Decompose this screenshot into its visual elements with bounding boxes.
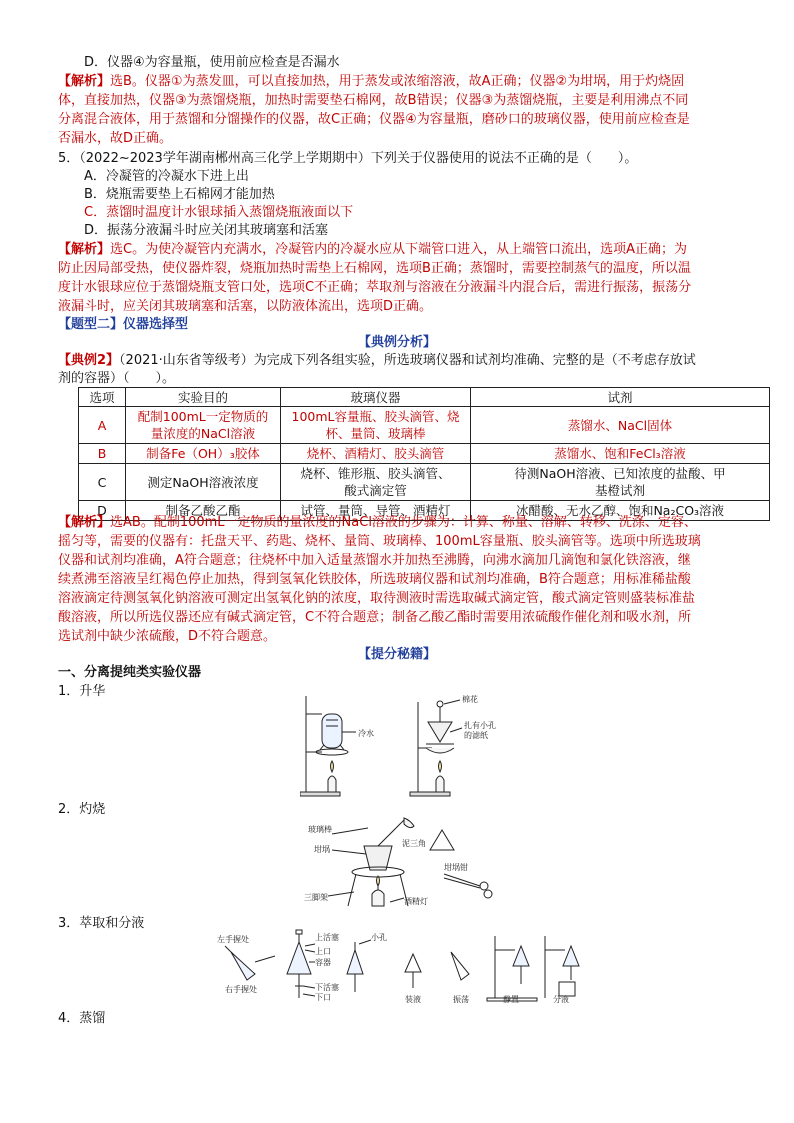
- label-clay-triangle: 泥三角: [402, 839, 426, 848]
- aim-cell: 制备Fe（OH）₃胶体: [126, 444, 281, 464]
- item-burning: 2．灼烧: [58, 802, 106, 817]
- aim-cell: 测定NaOH溶液浓度: [126, 464, 281, 501]
- option-cell: B: [79, 444, 126, 464]
- table-header-row: [79, 388, 770, 407]
- reagent-cell: 待测NaOH溶液、已知浓度的盐酸、甲 基橙试剂: [471, 464, 770, 501]
- table-header: 试剂: [471, 388, 770, 407]
- analysis-3-line5: 溶液滴定待测氢氧化钠溶液可测定出氢氧化钠的浓度，取待测液时需选取碱式滴定管，酸式滴定管则盛装标准盐: [58, 591, 696, 606]
- typical-analysis-heading: 【典例分析】: [357, 335, 436, 350]
- analysis-1-line3: 分离混合液体，用于蒸馏和分馏操作的仪器，故C正确；仪器④为容量瓶，磨砂口的玻璃仪器，使用前应检查是: [58, 112, 690, 127]
- analysis-3-line7: 选试剂中缺少浓硫酸，D不符合题意。: [58, 629, 277, 644]
- label-step-stand: 静置: [503, 995, 519, 1004]
- item-sublimation: 1．升华: [58, 684, 106, 699]
- option-cell: D: [79, 501, 126, 521]
- example-2: [58, 352, 744, 370]
- label-cotton: 棉花: [462, 695, 478, 704]
- label-lower-mouth: 下口: [315, 993, 331, 1002]
- analysis-1-line2: 体，直接加热，仪器③为蒸馏烧瓶，加热时需要垫石棉网，故B错误；仪器③为蒸馏烧瓶，主要是利用沸点不同: [58, 93, 689, 108]
- label-right-hand: 右手握处: [225, 985, 257, 994]
- glass-cell: 烧杯、酒精灯、胶头滴管: [281, 444, 471, 464]
- example-2-line2: 剂的容器）（ ）。: [58, 371, 176, 386]
- analysis-3-line6: 酸溶液，所以所选仪器还应有碱式滴定管，C不符合题意；制备乙酸乙酯时需要用浓硫酸作催化剂和吸水剂，所: [58, 610, 692, 625]
- analysis-3-line3: 仪器和试剂均准确，A符合题意；往烧杯中加入适量蒸馏水并加热至沸腾，向沸水滴加几滴饱和氯化铁溶液，继: [58, 553, 691, 568]
- label-step-load: 装液: [405, 995, 421, 1004]
- reagent-cell: 冰醋酸、无水乙醇、饱和Na₂CO₃溶液: [471, 501, 770, 521]
- analysis-2-line4: 液漏斗时，应关闭其玻璃塞和活塞，以防液体流出，选项D正确。: [58, 299, 433, 314]
- analysis-2: [58, 241, 744, 259]
- label-crucible-tongs: 坩埚钳: [444, 863, 468, 872]
- table-row: [79, 444, 770, 464]
- glass-cell: 试管、量筒、导管、酒精灯: [281, 501, 471, 521]
- q5-option-d: D．振荡分液漏斗时应关闭其玻璃塞和活塞: [84, 223, 329, 238]
- analysis-text: 选AB。配制100mL一定物质的量浓度的NaCl溶液的步骤为：计算、称量、溶解、转移、洗涤、定容、: [110, 515, 697, 530]
- analysis-2-line2: 防止因局部受热，使仪器炸裂，烧瓶加热时需垫上石棉网，选项B正确；蒸馏时，需要控制蒸气的温度，所以温: [58, 261, 691, 276]
- analysis-tag: 【解析】: [58, 242, 111, 257]
- option-cell: C: [79, 464, 126, 501]
- label-step-separate: 分液: [553, 995, 569, 1004]
- label-cold-water: 冷水: [358, 729, 374, 738]
- analysis-text: 选B。仪器①为蒸发皿，可以直接加热，用于蒸发或浓缩溶液，故A正确；仪器②为坩埚，用于灼烧固: [110, 74, 685, 89]
- label-pierced-paper: 扎有小孔: [464, 721, 496, 730]
- label-alcohol-lamp: 酒精灯: [404, 897, 428, 906]
- label-upper-mouth: 上口: [315, 947, 331, 956]
- option-cell: A: [79, 407, 126, 444]
- tips-heading: 【提分秘籍】: [357, 647, 436, 662]
- option-d-line: D．仪器④为容量瓶，使用前应检查是否漏水: [84, 55, 340, 70]
- glass-cell: 烧杯、锥形瓶、胶头滴管、 酸式滴定管: [281, 464, 471, 501]
- section-separation: 一、分离提纯类实验仪器: [58, 665, 202, 680]
- q5-option-b: B．烧瓶需要垫上石棉网才能加热: [84, 187, 275, 202]
- item-distillation: 4．蒸馏: [58, 1011, 106, 1026]
- glass-cell: 100mL容量瓶、胶头滴管、烧 杯、量筒、玻璃棒: [281, 407, 471, 444]
- analysis-3: [58, 514, 744, 532]
- analysis-text: 选C。为使冷凝管内充满水，冷凝管内的冷凝水应从下端管口进入，从上端管口流出，选项A正确；为: [110, 242, 687, 257]
- analysis-2-line3: 度计水银球应位于蒸馏烧瓶支管口处，选项C不正确；萃取剂与溶液在分液漏斗内混合后，需进行振荡，振荡分: [58, 280, 692, 295]
- reagent-cell: 蒸馏水、饱和FeCl₃溶液: [471, 444, 770, 464]
- label-container: 容器: [315, 958, 331, 967]
- analysis-tag: 【解析】: [58, 74, 111, 89]
- label-glass-rod: 玻璃棒: [308, 825, 332, 834]
- analysis-3-line4: 续煮沸至溶液呈红褐色停止加热，得到氢氧化铁胶体，所选玻璃仪器和试剂均准确，B符合题意；用标准稀盐酸: [58, 572, 691, 587]
- label-filter-paper: 的滤纸: [464, 731, 488, 740]
- label-tripod: 三脚架: [304, 893, 328, 902]
- question-5: 5．（2022~2023学年湖南郴州高三化学上学期期中）下列关于仪器使用的说法不正确的是（ ）。: [58, 151, 638, 166]
- example-tag: 【典例2】: [58, 353, 120, 368]
- analysis-tag: 【解析】: [58, 515, 111, 530]
- options-table: [78, 387, 770, 521]
- aim-cell: 配制100mL一定物质的 量浓度的NaCl溶液: [126, 407, 281, 444]
- analysis-1: [58, 73, 744, 91]
- table-header: 选项: [79, 388, 126, 407]
- extraction-figure: [215, 928, 585, 1004]
- label-small-hole: 小孔: [371, 933, 387, 942]
- table-header: 实验目的: [126, 388, 281, 407]
- example-text: （2021·山东省等级考）为完成下列各组实验，所选玻璃仪器和试剂均准确、完整的是（不考虑存放试: [119, 353, 696, 368]
- table-row: [79, 464, 770, 501]
- q5-option-c: C．蒸馏时温度计水银球插入蒸馏烧瓶液面以下: [84, 205, 354, 220]
- table-row: [79, 407, 770, 444]
- analysis-1-line4: 否漏水，故D正确。: [58, 131, 173, 146]
- label-left-hand: 左手握处: [217, 935, 249, 944]
- section-type-2: 【题型二】仪器选择型: [58, 317, 189, 332]
- item-extraction: 3．萃取和分液: [58, 916, 145, 931]
- table-header: 玻璃仪器: [281, 388, 471, 407]
- analysis-3-line2: 摇匀等，需要的仪器有：托盘天平、药匙、烧杯、量筒、玻璃棒、100mL容量瓶、胶头滴管等。选项中所选玻璃: [58, 534, 701, 549]
- burning-figure: [304, 816, 504, 910]
- label-step-shake: 振荡: [453, 995, 469, 1004]
- aim-cell: 制备乙酸乙酯: [126, 501, 281, 521]
- q5-option-a: A．冷凝管的冷凝水下进上出: [84, 169, 249, 184]
- reagent-cell: 蒸馏水、NaCl固体: [471, 407, 770, 444]
- label-crucible: 坩埚: [314, 845, 330, 854]
- label-lower-stopper: 下活塞: [315, 983, 339, 992]
- sublimation-figure: [300, 692, 500, 800]
- label-upper-stopper: 上活塞: [315, 933, 339, 942]
